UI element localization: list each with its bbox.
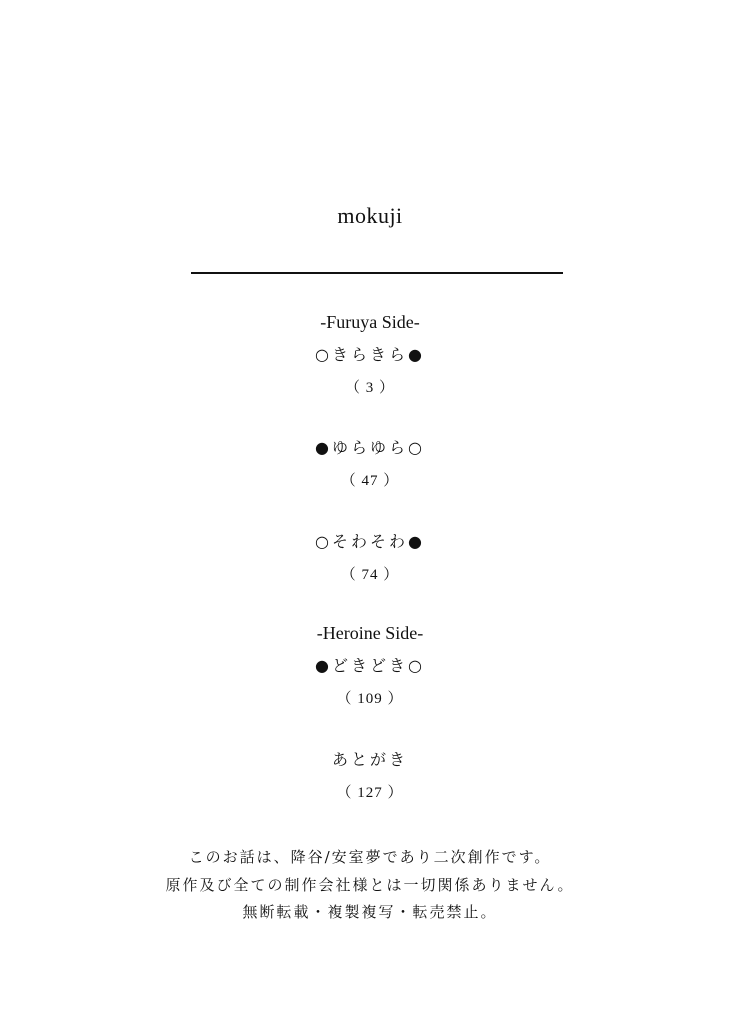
chapter-title-dokidoki[interactable]: ●どきどき○ <box>315 656 425 675</box>
chapter-title-sowasowa[interactable]: ○そわそわ● <box>315 532 425 551</box>
chapter-page-number: （ 127 ） <box>336 785 404 801</box>
section-heading-furuya: -Furuya Side- <box>320 312 420 332</box>
notice-line-reprint-ban: 無断転載・複製複写・転売禁止。 <box>242 903 498 921</box>
toc-title: mokuji <box>337 203 403 228</box>
chapter-title-kirakira[interactable]: ○きらきら● <box>315 345 425 364</box>
chapter-page-number: （ 109 ） <box>336 691 404 707</box>
notice-line-disclaimer: 原作及び全ての制作会社様とは一切関係ありません。 <box>165 876 575 894</box>
notice-line-fanwork: このお話は、降谷/安室夢であり二次創作です。 <box>188 848 552 866</box>
chapter-title-atogaki[interactable]: あとがき <box>331 750 408 769</box>
section-heading-heroine: -Heroine Side- <box>316 623 424 643</box>
chapter-title-yurayura[interactable]: ●ゆらゆら○ <box>315 438 425 457</box>
chapter-page-number: （ 47 ） <box>340 473 400 489</box>
chapter-page-number: （ 74 ） <box>340 567 400 583</box>
title-divider <box>191 272 563 274</box>
chapter-page-number: （ 3 ） <box>344 380 395 396</box>
